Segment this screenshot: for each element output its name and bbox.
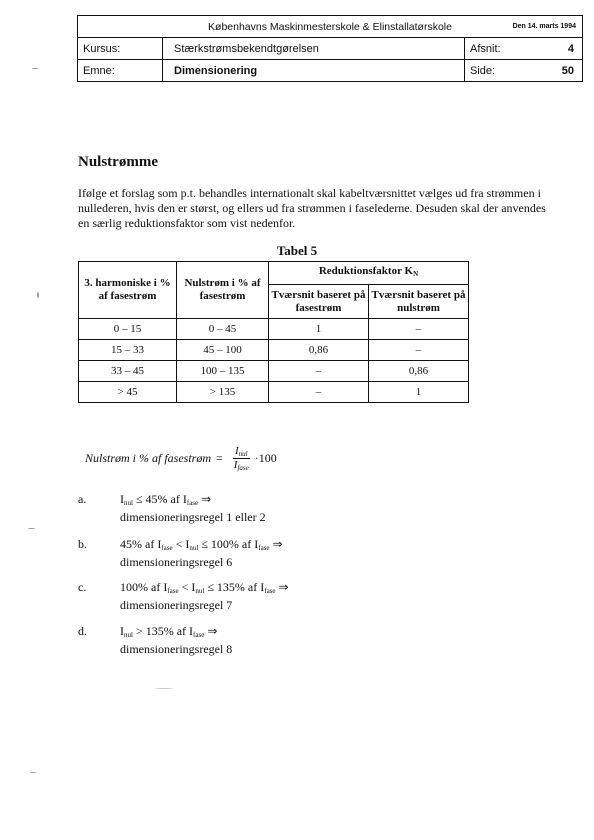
table-cell: 0,86: [269, 340, 369, 361]
table-row: [79, 340, 469, 361]
rule-part: < I: [178, 580, 196, 594]
rule-subscript: nul: [124, 499, 133, 507]
rule-result: dimensioneringsregel 6: [120, 555, 233, 569]
kursus-label: Kursus:: [83, 42, 121, 55]
rule-part: I: [120, 624, 124, 638]
rule-text: [120, 624, 420, 656]
rule-part: ⇒: [198, 492, 212, 506]
table-cell: –: [369, 340, 469, 361]
col-header-neutral-current: Nulstrøm i % af fasestrøm: [177, 262, 269, 319]
numerator-subscript: nul: [238, 450, 248, 458]
rule-subscript: fase: [186, 499, 199, 507]
table-cell: –: [269, 361, 369, 382]
formula-lhs: Nulstrøm i % af fasestrøm: [85, 451, 212, 465]
denominator-subscript: fase: [237, 464, 249, 472]
reduction-factor-table: [78, 261, 469, 403]
rule-condition: [120, 537, 420, 555]
scan-mark: [32, 68, 38, 69]
table-cell: 33 – 45: [79, 361, 177, 382]
header-row-emne: [78, 60, 582, 81]
table-cell: 1: [269, 319, 369, 340]
denominator-symbol: I: [233, 459, 238, 471]
rule-subscript: fase: [167, 587, 179, 595]
rule-part: 100% af I: [120, 580, 168, 594]
formula-fraction: [232, 445, 251, 472]
table-cell: –: [269, 382, 369, 403]
rule-text: [120, 492, 420, 524]
table-cell: –: [369, 319, 469, 340]
rule-subscript: fase: [161, 544, 173, 552]
table-cell: 0,86: [369, 361, 469, 382]
afsnit-label: Afsnit:: [470, 42, 501, 55]
kursus-value: Stærkstrømsbekendtgørelsen: [174, 42, 319, 55]
document-header: [77, 15, 583, 82]
formula-multiplier: ·100: [254, 451, 277, 465]
table-row: [79, 319, 469, 340]
rule-label: c.: [78, 580, 87, 594]
rule-part: ⇒: [275, 580, 289, 594]
table-cell: 100 – 135: [177, 361, 269, 382]
sub-header-phase: Tværsnit baseret på fasestrøm: [269, 285, 369, 319]
emne-value: Dimensionering: [174, 64, 258, 77]
table-row: [79, 361, 469, 382]
table-cell: > 135: [177, 382, 269, 403]
rule-result: dimensioneringsregel 8: [120, 642, 233, 656]
rule-part: ≤ 45% af I: [132, 492, 187, 506]
formula-equals: =: [216, 451, 223, 465]
rule-part: I: [120, 492, 124, 506]
rule-part: ⇒: [204, 624, 218, 638]
formula-numerator: [233, 445, 250, 459]
rule-part: > 135% af I: [132, 624, 194, 638]
rule-part: ≤ 135% af I: [204, 580, 265, 594]
table-cell: 0 – 45: [177, 319, 269, 340]
side-value: 50: [561, 64, 574, 77]
side-label: Side:: [470, 64, 496, 77]
rule-subscript: fase: [258, 544, 270, 552]
rule-condition: [120, 580, 420, 598]
scan-mark: [28, 528, 35, 529]
neutral-current-formula: [85, 445, 277, 472]
rule-subscript: fase: [193, 631, 205, 639]
header-row-kursus: [78, 38, 582, 60]
col-header-reduction-factor: [269, 262, 469, 285]
intro-paragraph: Ifølge et forslag som p.t. behandles internationalt skal kabeltværsnittet vælges ud fra strømmen i nullederen, hvis den er størst, og ellers ud fra strømmen i faselederne. Desuden skal der anvendes en særlig reduktionsfaktor som vist nedenfor.: [78, 186, 546, 230]
reduction-factor-subscript: N: [413, 270, 419, 278]
table-caption: Tabel 5: [276, 243, 318, 258]
col-header-harmonics: 3. harmoniske i % af fasestrøm: [79, 262, 177, 319]
table-cell: 1: [369, 382, 469, 403]
rule-result: dimensioneringsregel 7: [120, 598, 233, 612]
rule-text: [120, 580, 420, 612]
header-divider: [162, 38, 163, 81]
header-row-school: [78, 16, 582, 38]
rule-part: ≤ 100% af I: [198, 537, 259, 551]
scan-mark: [155, 688, 173, 689]
rule-result: dimensioneringsregel 1 eller 2: [120, 510, 266, 524]
header-date: Den 14. marts 1994: [512, 23, 576, 30]
table-row: [79, 382, 469, 403]
header-divider: [464, 38, 465, 81]
rule-label: b.: [78, 537, 87, 551]
school-name: Københavns Maskinmesterskole & Elinstallatørskole: [208, 20, 452, 33]
section-title: Nulstrømme: [78, 154, 158, 170]
rule-label: a.: [78, 492, 87, 506]
rule-condition: [120, 492, 420, 510]
table-cell: > 45: [79, 382, 177, 403]
rule-subscript: fase: [264, 587, 276, 595]
table-cell: 0 – 15: [79, 319, 177, 340]
table-cell: 15 – 33: [79, 340, 177, 361]
reduction-factor-label: Reduktionsfaktor K: [318, 265, 414, 277]
emne-label: Emne:: [83, 64, 115, 77]
sub-header-neutral: Tværsnit baseret på nulstrøm: [369, 285, 469, 319]
rule-subscript: nul: [195, 587, 205, 595]
rule-part: ⇒: [269, 537, 283, 551]
afsnit-value: 4: [567, 42, 574, 55]
rule-label: d.: [78, 624, 87, 638]
scan-mark: [30, 772, 36, 773]
formula-denominator: [232, 459, 251, 472]
rule-part: 45% af I: [120, 537, 162, 551]
rule-subscript: nul: [189, 544, 199, 552]
rule-condition: [120, 624, 420, 642]
rule-subscript: nul: [124, 631, 133, 639]
rule-text: [120, 537, 420, 569]
table-cell: 45 – 100: [177, 340, 269, 361]
numerator-symbol: I: [234, 445, 239, 457]
scan-mark: [37, 292, 39, 298]
rule-part: < I: [172, 537, 190, 551]
